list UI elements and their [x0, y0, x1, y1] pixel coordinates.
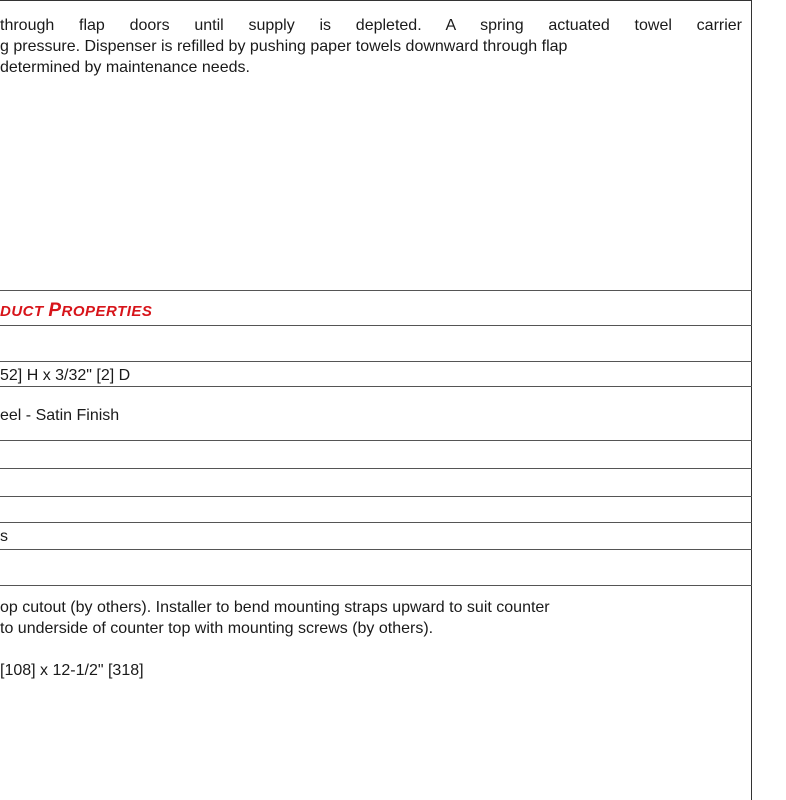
table-row-divider	[0, 522, 752, 523]
table-row-divider	[0, 386, 752, 387]
top-border	[0, 0, 752, 1]
table-row-divider	[0, 496, 752, 497]
property-row-s: s	[0, 528, 8, 545]
description-line-2: g pressure. Dispenser is refilled by pushing paper towels downward through flap	[0, 38, 568, 55]
description-line-1: through flap doors until supply is depleted. A spring actuated towel carrier	[0, 17, 742, 34]
installation-text	[0, 597, 742, 681]
property-dimensions: 52] H x 3/32" [2] D	[0, 367, 131, 384]
section-heading-product-properties: DUCT PROPERTIES	[0, 300, 153, 321]
table-row-divider	[0, 361, 752, 362]
product-description	[0, 15, 742, 78]
installation-line-2: to underside of counter top with mounting screws (by others).	[0, 620, 434, 637]
installation-line-spacer	[0, 639, 742, 660]
section-divider-top	[0, 290, 752, 291]
property-material: eel - Satin Finish	[0, 407, 120, 424]
right-border	[751, 0, 752, 800]
table-row-divider	[0, 468, 752, 469]
installation-line-4: [108] x 12-1/2" [318]	[0, 662, 144, 679]
table-row-divider	[0, 440, 752, 441]
description-line-3: determined by maintenance needs.	[0, 59, 250, 76]
table-row-divider	[0, 325, 752, 326]
installation-line-1: op cutout (by others). Installer to bend mounting straps upward to suit counter	[0, 599, 550, 616]
table-row-divider	[0, 585, 752, 586]
table-row-divider	[0, 549, 752, 550]
